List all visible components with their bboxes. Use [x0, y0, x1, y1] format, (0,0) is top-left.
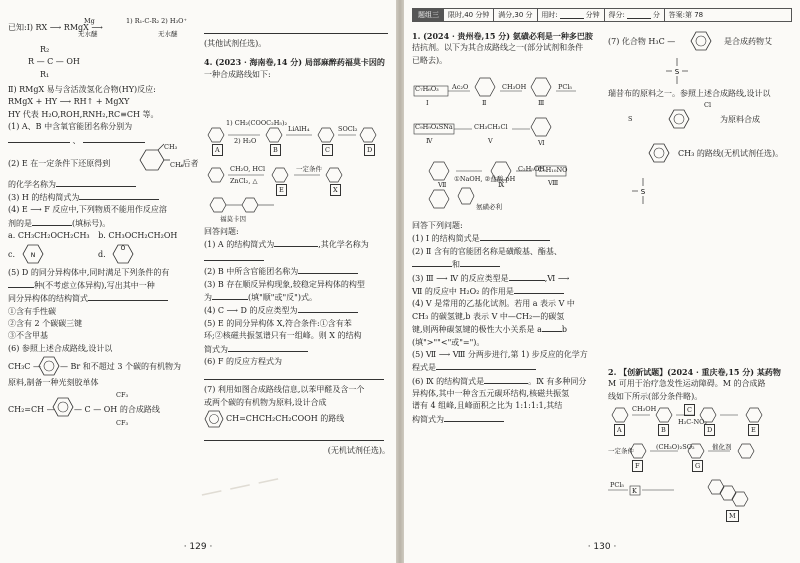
p2-reagent-catalyst: 催化剂 — [712, 443, 732, 451]
reagent-naoh: ①NaOH, ②盐酸 pH — [454, 175, 516, 183]
intro-line: 已知:Ⅰ) RX ⟶ RMgX ⟶ — [8, 23, 103, 32]
blank-p4-5[interactable] — [228, 343, 308, 352]
header-got — [604, 10, 663, 21]
reagent-mg: Mg — [84, 17, 95, 25]
label-x: X — [330, 184, 341, 196]
compound-viii-formula: C₉H₁₀NO — [538, 166, 568, 174]
reagent-etoh: C₂H₅OH — [518, 165, 545, 173]
question-2-row — [8, 142, 199, 178]
q7-target: CH=CHCH₂CH₂COOH 的路线 — [226, 414, 345, 424]
target-ring — [648, 142, 670, 168]
q6-ch3co: CH₃C — — [8, 362, 41, 372]
reaction-scheme-2 — [608, 404, 794, 544]
r-q3-c-row — [412, 285, 602, 298]
compound-iv-formula: C₉H₉O₄SNa — [415, 123, 453, 131]
q4-b-row — [8, 217, 198, 230]
product-name: 福莫卡因 — [220, 215, 246, 223]
q5-cond-1: ①含有手性碳 — [8, 306, 56, 316]
scheme-reagent-7: ZnCl₂, △ — [230, 177, 258, 185]
alcohol-r2: R₂ — [40, 45, 50, 54]
answer-line-p4-6[interactable] — [204, 368, 384, 380]
q5-cond-2: ②含有 2 个碳碳三键 — [8, 319, 83, 329]
rule-2c: HY 代表 H₂O,ROH,RNH₂,RC≡CH 等。 — [8, 109, 159, 119]
answer-label: 回答问题: — [204, 227, 239, 236]
scheme-reagent-2: 2) H₂O — [234, 137, 257, 145]
q7-start-material — [608, 100, 794, 142]
q3-row — [8, 191, 198, 204]
blank-r6a[interactable] — [484, 375, 528, 384]
option-c: c. — [8, 249, 16, 259]
compound-vi-label: Ⅵ — [538, 139, 545, 147]
problem-1-head3: 已略去)。 — [412, 55, 448, 65]
option-a: a. CH₃CH₂OCH₂CH₃ — [8, 231, 90, 241]
p4-q3: (3) B 存在顺反异构现象,较稳定异构体的构型 — [204, 279, 365, 289]
problem-2 — [608, 366, 794, 520]
question-4: (4) E ⟶ F 反应中,下列物质不能用作反应溶 — [8, 205, 167, 215]
r-q3-c: Ⅶ 的反应中 H₂O₂ 的作用是 — [412, 286, 514, 296]
header-time: 限时,40 分钟 — [448, 10, 490, 19]
p2-label-g: G — [692, 460, 703, 472]
r-q3-row — [412, 272, 602, 285]
blank-4[interactable] — [32, 217, 72, 226]
p4-q3-b: 为 — [204, 292, 212, 302]
page-number-left: · 129 · — [183, 542, 213, 553]
rule-2b: RMgX + HY ⟶ RH↑ + MgXY — [8, 97, 130, 107]
header-used — [537, 10, 603, 21]
option-b: b. CH₃OCH₂CH₂OH — [98, 231, 178, 241]
q7-target-row — [608, 142, 794, 176]
blank-r3b[interactable] — [514, 285, 564, 294]
monomer-tail: — C — OH 的合成路线 — [74, 404, 160, 414]
q4-row — [204, 304, 390, 317]
r-q3-b: ,Ⅵ ⟶ — [544, 273, 570, 283]
sep: 、 — [72, 135, 81, 145]
p2-label-m: M — [726, 510, 739, 522]
p4-q7: (7) 利用如图合成路线信息,以苯甲醛及含一个 — [204, 385, 365, 395]
r-q3: (3) Ⅲ ⟶ Ⅳ 的反应类型是 — [412, 273, 509, 283]
q7-tail: (无机试剂任选)。 — [327, 446, 390, 456]
left-col-1 — [8, 17, 199, 434]
p4-q6: (6) F 的反应方程式为 — [204, 356, 282, 366]
blank-2[interactable] — [56, 178, 136, 187]
reaction-scheme-1 — [412, 72, 602, 212]
q7-target-row — [204, 409, 390, 429]
svg-text:O: O — [120, 244, 126, 252]
blank-r2b[interactable] — [460, 258, 500, 267]
problem-2-head3: 线如下所示(部分条件略)。 — [608, 391, 703, 401]
p2-label-d: D — [704, 424, 715, 436]
compound-vii-label: Ⅶ — [438, 181, 447, 189]
header-tag: 题组三 — [413, 9, 444, 21]
r-q6-d: 谱有 4 组峰,且峰面积之比为 1:1:1:1,其结 — [412, 401, 563, 411]
problem-2-head2: M 可用于治疗急发性运动障碍。M 的合成路 — [608, 379, 766, 389]
q2-tail: ,后者 — [180, 158, 199, 168]
r-q4-c-row — [412, 323, 602, 336]
scheme-reagent-5: SOCl₂ — [338, 125, 358, 133]
left-page — [0, 0, 396, 563]
right-col-1 — [412, 30, 602, 424]
q2-b-row — [8, 178, 198, 191]
question-1: (1) A、B 中含氧官能团名称分别为 — [8, 122, 133, 132]
q6-b-row — [8, 355, 198, 377]
blank-p4-4[interactable] — [298, 304, 358, 313]
r-q6-row — [412, 375, 602, 388]
q4-options-ab — [8, 230, 198, 242]
piperidine-ring — [22, 243, 44, 269]
blank-p4-1a[interactable] — [274, 238, 318, 247]
q2-row — [204, 265, 390, 278]
p4-q1: (1) A 的结构简式为 — [204, 240, 275, 250]
compound-ix-label: Ⅸ — [498, 181, 505, 189]
blank-p4-2[interactable] — [298, 265, 358, 274]
benzene-ring-monomer — [52, 396, 74, 422]
r-q5: (5) Ⅶ ⟶ Ⅷ 分两步进行,第 1) 步反应的化学方 — [412, 349, 588, 359]
blank-r1[interactable] — [480, 232, 550, 241]
exercise-header — [412, 8, 792, 22]
q5-b-row — [8, 279, 198, 292]
q7-cl: Cl — [704, 101, 712, 110]
reagent-pcl5: PCl₅ — [558, 83, 573, 91]
p2-label-b: B — [658, 424, 669, 436]
r2-q7: (7) 化合物 H₃C — — [608, 37, 676, 46]
q5-c-row — [8, 292, 198, 305]
p4-q4: (4) C ⟶ D 的反应类型为 — [204, 306, 298, 316]
compound-ii-label: Ⅱ — [482, 99, 487, 107]
q5-b: 种(不考虑立体异构),写出其中一种 — [34, 280, 155, 290]
p2-reagent-cond: 一定条件 — [608, 447, 634, 455]
scheme-reagent-3: LiAlH₄ — [288, 125, 310, 133]
question-5: (5) D 的同分异构体中,同时满足下列条件的有 — [8, 267, 170, 277]
p4-q2: (2) B 中所含官能团名称为 — [204, 267, 299, 277]
benzene-ring-q7 — [204, 409, 224, 433]
p2-label-k: K — [632, 487, 637, 495]
q5-cond-3: ③不含甲基 — [8, 331, 48, 341]
alcohol-structure — [28, 44, 198, 84]
r2-q7-c: 瑞昔布的原料之一。参照上述合成路线,设计以 — [608, 89, 771, 98]
r-q6-e: 构简式为 — [412, 414, 444, 424]
r2-q7-e: CH₃ 的路线(无机试剂任选)。 — [678, 149, 784, 159]
p4-q3-c: (填"顺"或"反")式。 — [248, 292, 317, 302]
reagent-mg-cond: 无水醚 — [78, 30, 98, 38]
p2-label-e: E — [748, 424, 759, 436]
blank-1a[interactable] — [8, 134, 70, 143]
r-q6: (6) Ⅸ 的结构简式是 — [412, 376, 485, 386]
dioxane-ring — [112, 243, 134, 269]
p2-reagent-no2: H₃C-NO₂ — [678, 418, 708, 426]
scheme-reagent-6: CH₂O, HCl — [230, 165, 266, 173]
r-q4-b: CH₃ 的碳氢键,b 表示 Ⅴ 中—CH₂—的碳氢 — [412, 311, 565, 321]
reagent-ac2o: Ac₂O — [452, 83, 469, 91]
r-q2: (2) Ⅱ 含有的官能团名称是磺酸基、酯基、 — [412, 246, 562, 256]
header-score: 满分,30 分 — [498, 10, 533, 19]
cf3-top: CF₃ — [116, 390, 129, 399]
q7-row — [608, 30, 794, 58]
p4-q7-b: 或两个碳的有机物为原料,设计合成 — [204, 397, 327, 407]
used-blank[interactable] — [560, 12, 584, 19]
problem-1-head2: 拮抗剂。以下为其合成路线之一(部分试剂和条件 — [412, 43, 584, 53]
svg-text:S: S — [674, 68, 680, 76]
p2-reagent-dms: (CH₃O)₂SO₂ — [656, 443, 695, 451]
got-label: 得分: — [608, 10, 625, 19]
question-6: (6) 参照上述合成路线,设计以 — [8, 343, 113, 353]
p2-label-a: A — [614, 424, 625, 436]
reagent-etcl: CH₃CH₂Cl — [474, 123, 508, 131]
problem-4-head: 4. (2023 · 海南卷,14 分) 局部麻醉药福莫卡因的 — [204, 57, 385, 68]
right-page — [404, 0, 800, 563]
r-q2-b: 和 — [452, 260, 460, 270]
problem-4-questions — [204, 226, 390, 457]
p4-q5: (5) E 的同分异构体 X,符合条件:①含有苯 — [204, 318, 352, 328]
svg-text:S: S — [640, 188, 646, 196]
label-c: C — [322, 144, 333, 156]
sulfone-structure — [662, 58, 692, 88]
r-q4-e: (填">""<"或"=")。 — [412, 337, 485, 347]
no-reagent-note: (其他试剂任选)。 — [204, 39, 267, 48]
watermark: — — — — [198, 465, 282, 508]
answer-label-r: 回答下列问题: — [412, 221, 463, 230]
r-q5-b-row — [412, 361, 602, 374]
blank-r6b[interactable] — [444, 413, 504, 422]
page-number-right: · 130 · — [587, 542, 617, 553]
blank-5a[interactable] — [8, 279, 34, 288]
compound-i-formula: C₇H₆O₃ — [415, 85, 439, 93]
r2-q7-b: 是合成药物艾 — [724, 37, 772, 46]
blank-3[interactable] — [79, 191, 159, 200]
compound-iii-label: Ⅲ — [538, 99, 545, 107]
q4-c: (填标号)。 — [72, 218, 111, 228]
label-b: B — [270, 144, 281, 156]
alcohol-main: R — C — OH — [28, 57, 80, 66]
scheme-reagent-4: 一定条件 — [296, 165, 322, 173]
blank-r3a[interactable] — [509, 272, 545, 281]
r-q2-b-row — [412, 258, 602, 271]
monomer-vinyl: CH₂=CH — — [8, 404, 55, 414]
blank-p4-3[interactable] — [212, 291, 248, 300]
p2-label-f: F — [632, 460, 643, 472]
r-q6-e-row — [412, 413, 602, 426]
r2-q7-d: 为原料合成 — [720, 115, 760, 125]
blank-r2a[interactable] — [412, 258, 452, 267]
p2-label-c: C — [684, 404, 695, 416]
q5-c-row — [204, 343, 390, 356]
start-material-ring — [668, 108, 690, 134]
got-unit: 分 — [652, 10, 660, 19]
label-d: D — [364, 144, 375, 156]
got-blank[interactable] — [627, 12, 651, 19]
q5-c: 同分异构体的结构简式 — [8, 294, 88, 304]
compound-iv-label: Ⅳ — [426, 137, 433, 145]
q3-b-row — [204, 291, 390, 304]
q1-row — [204, 238, 390, 251]
q4-b: 剂的是 — [8, 218, 32, 228]
answer-line-p4-7a[interactable] — [204, 429, 384, 441]
compound-q7-ring — [690, 30, 712, 56]
reagent-ch3oh: CH₃OH — [502, 83, 527, 91]
r-q4-d: b — [561, 325, 567, 335]
known-reaction-1 — [8, 17, 198, 44]
problem-1-head: 1. (2024 · 贵州卷,15 分) 氨磺必利是一种多巴胺 — [412, 31, 593, 41]
label-a: A — [212, 144, 223, 156]
label-e: E — [276, 184, 287, 196]
compound-i-label: Ⅰ — [426, 99, 429, 107]
r-q4: (4) Ⅴ 是常用的乙基化试剂。若用 a 表示 Ⅴ 中 — [412, 299, 575, 309]
alcohol-r1: R₁ — [40, 70, 50, 79]
used-label: 用时: — [541, 10, 558, 19]
q6-monomer — [8, 390, 198, 434]
compound-v-label: Ⅴ — [488, 137, 493, 145]
q4-options-cd — [8, 243, 198, 267]
question-3: (3) H 的结构简式为 — [8, 192, 80, 202]
q6-b: — Br 和不超过 3 个碳的有机物为 — [60, 362, 181, 372]
problem-1-questions — [412, 220, 602, 426]
answer-line-col2-a[interactable] — [204, 22, 388, 34]
problem-4-head2: 一种合成路线如下: — [204, 69, 271, 79]
right-col-2 — [608, 30, 794, 520]
used-unit: 分钟 — [585, 10, 600, 19]
cf3-bottom: CF₃ — [116, 418, 129, 427]
question-2: (2) E 在一定条件下还原得到 — [8, 158, 111, 168]
q2-ch3-side: CH₃ — [170, 160, 184, 169]
option-d: d. — [98, 249, 106, 259]
reagent-ketone: 1) R₁-C-R₂ 2) H₃O⁺ — [126, 17, 187, 25]
p2-reagent-pcl5: PCl₅ — [610, 481, 625, 489]
book-gutter — [396, 0, 404, 563]
q2-b: 的化学名称为 — [8, 179, 56, 189]
p4-q1-tail: ,其化学名称为 — [318, 240, 369, 250]
blank-r5[interactable] — [436, 361, 536, 370]
blank-p4-1b[interactable] — [204, 252, 264, 261]
q6-c: 原料,制备一种光刻胶单体 — [8, 378, 99, 388]
reagent-solvent: 无水醚 — [158, 30, 178, 38]
left-col-2 — [204, 22, 390, 456]
q7-s: S — [628, 115, 633, 124]
compound-viii-label: Ⅷ — [548, 179, 559, 187]
p4-q5-b: 环;②核磁共振氢谱只有一组峰。则 X 的结构 — [204, 331, 362, 341]
rule-2a: Ⅱ) RMgX 易与含活泼氢化合物(HY)反应: — [8, 85, 156, 94]
p4-q5-c: 简式为 — [204, 344, 228, 354]
product-amisulpride: 氨磺必利 — [476, 203, 502, 211]
reaction-scheme-4 — [204, 118, 390, 223]
r-q5-b: 程式是 — [412, 363, 436, 373]
problem-2-head: 2. 【创新试题】(2024 · 重庆卷,15 分) 某药物 — [608, 367, 781, 377]
q1-line — [204, 252, 390, 265]
r-q6-c: 异构体,其中一种含五元碳环结构,核磁共振氢 — [412, 389, 570, 399]
p2-reagent-ch3oh: CH₃OH — [632, 405, 657, 413]
header-answer-ref: 答案:第 78 — [668, 10, 704, 19]
target-sulfone — [628, 178, 658, 208]
blank-5b[interactable] — [88, 292, 168, 301]
r-q1: (1) Ⅰ 的结构简式是 — [412, 234, 480, 244]
q2-ch3-top: CH₃ — [164, 142, 178, 151]
svg-text:N: N — [30, 251, 36, 259]
r-q1-row — [412, 232, 602, 245]
scheme-reagent-1: 1) CH₂(COOC₂H₅)₂ — [226, 119, 288, 127]
blank-r4[interactable] — [542, 323, 562, 332]
r-q6-b: 。Ⅸ 有多种同分 — [528, 376, 587, 386]
r-q4-c: 键,则两种碳氢键的极性大小关系是 a — [412, 325, 542, 335]
